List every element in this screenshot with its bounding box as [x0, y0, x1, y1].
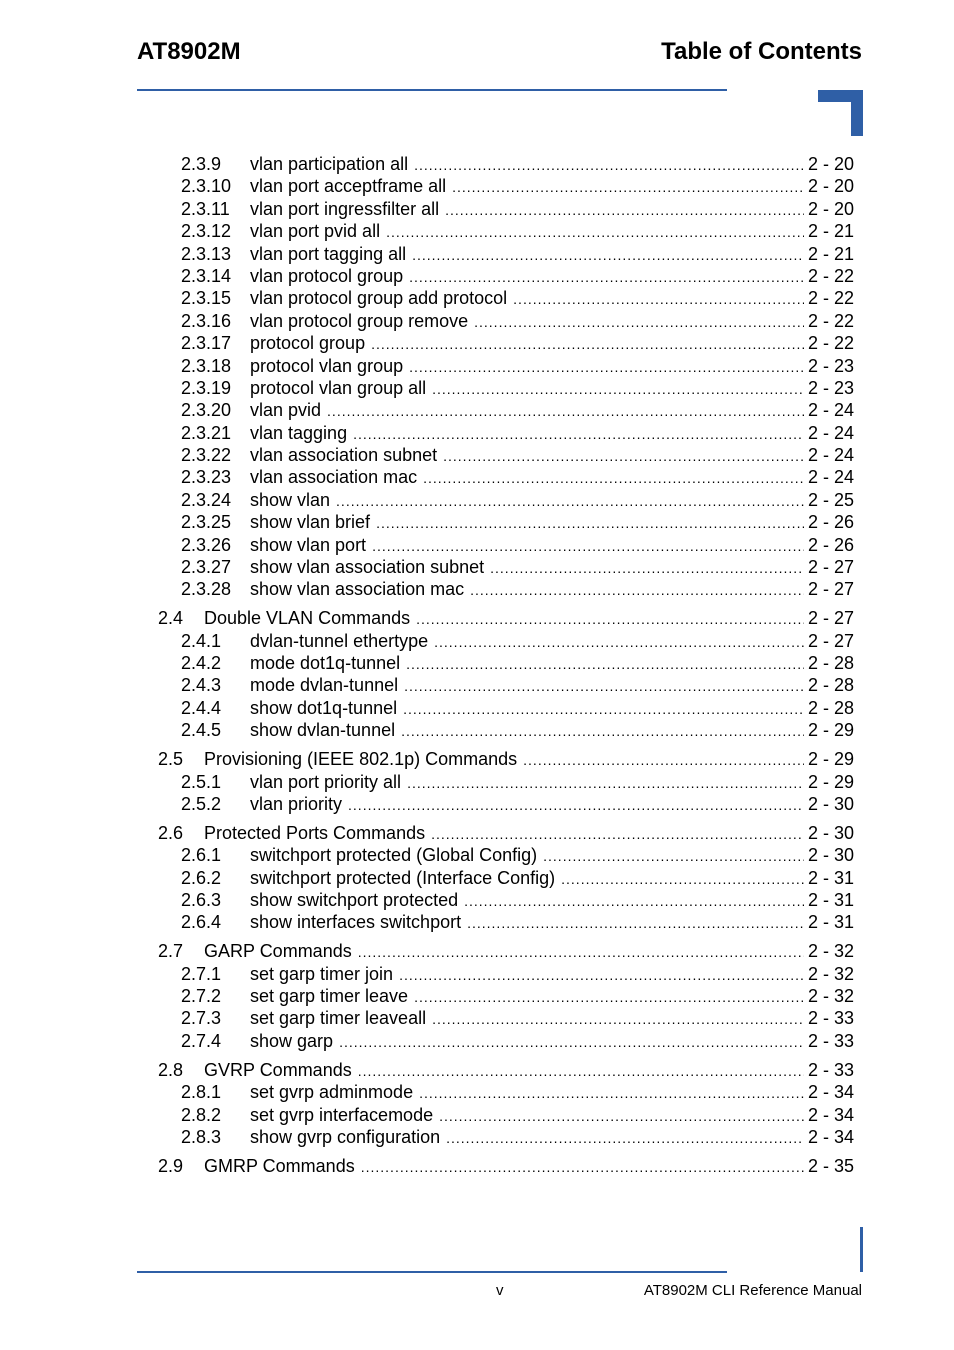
- toc-entry-number: 2.3.28: [181, 579, 232, 600]
- toc-entry[interactable]: [0, 867, 954, 889]
- toc-entry-body: [250, 867, 854, 890]
- dot-leader: [490, 557, 804, 579]
- toc-entry-body: [250, 153, 854, 176]
- toc-entry[interactable]: [0, 748, 954, 770]
- toc-entry-title: show vlan brief: [250, 511, 376, 533]
- toc-entry[interactable]: [0, 940, 954, 962]
- toc-entry-body: [250, 556, 854, 579]
- dot-leader: [423, 467, 804, 489]
- toc-entry-number: 2.7.4: [181, 1030, 222, 1051]
- toc-entry-body: [204, 607, 854, 630]
- toc-entry[interactable]: [0, 985, 954, 1007]
- toc-entry-title: vlan port pvid all: [250, 220, 386, 242]
- toc-entry-title: vlan priority: [250, 793, 348, 815]
- toc-entry-number: 2.6.2: [181, 867, 222, 888]
- toc-entry-body: [250, 489, 854, 512]
- toc-entry-number: 2.4: [158, 608, 184, 629]
- toc-entry-page: 2 - 21: [804, 220, 854, 242]
- toc-entry-number: 2.3.13: [181, 243, 232, 264]
- toc-entry-page: 2 - 27: [804, 556, 854, 578]
- toc-entry[interactable]: [0, 844, 954, 866]
- toc-entry-title: vlan protocol group: [250, 265, 409, 287]
- toc-entry[interactable]: [0, 198, 954, 220]
- toc-entry-page: 2 - 30: [804, 844, 854, 866]
- toc-entry-page: 2 - 24: [804, 422, 854, 444]
- toc-entry-body: [250, 889, 854, 912]
- toc-entry-page: 2 - 29: [804, 771, 854, 793]
- toc-entry[interactable]: [0, 556, 954, 578]
- toc-entry-body: [204, 940, 854, 963]
- toc-entry-title: vlan protocol group remove: [250, 310, 474, 332]
- toc-entry-page: 2 - 33: [804, 1030, 854, 1052]
- toc-entry[interactable]: [0, 1126, 954, 1148]
- toc-entry-title: vlan tagging: [250, 422, 353, 444]
- dot-leader: [386, 221, 804, 243]
- toc-entry-page: 2 - 31: [804, 867, 854, 889]
- toc-entry-title: Protected Ports Commands: [204, 822, 431, 844]
- dot-leader: [412, 244, 804, 266]
- toc-entry-page: 2 - 35: [804, 1155, 854, 1177]
- dot-leader: [403, 698, 804, 720]
- toc-entry[interactable]: [0, 697, 954, 719]
- toc-entry-body: [250, 719, 854, 742]
- toc-entry-page: 2 - 24: [804, 444, 854, 466]
- toc-entry[interactable]: [0, 1059, 954, 1081]
- toc-entry-title: protocol vlan group: [250, 355, 409, 377]
- toc-entry-number: 2.6: [158, 822, 184, 843]
- document-title: AT8902M: [137, 38, 241, 65]
- toc-entry-page: 2 - 30: [804, 793, 854, 815]
- header-rule: [137, 89, 727, 91]
- toc-entry-body: [250, 793, 854, 816]
- toc-entry-body: [250, 911, 854, 934]
- toc-entry-body: [250, 466, 854, 489]
- toc-entry[interactable]: [0, 444, 954, 466]
- toc-entry-body: [250, 578, 854, 601]
- dot-leader: [407, 772, 804, 794]
- dot-leader: [439, 1105, 804, 1127]
- toc-entry-body: [250, 963, 854, 986]
- toc-entry-body: [250, 332, 854, 355]
- toc-entry-number: 2.8.1: [181, 1082, 222, 1103]
- toc-entry-body: [250, 652, 854, 675]
- toc-entry-page: 2 - 20: [804, 153, 854, 175]
- toc-entry-body: [250, 511, 854, 534]
- dot-leader: [452, 176, 804, 198]
- toc-entry-number: 2.3.20: [181, 400, 232, 421]
- toc-entry[interactable]: [0, 889, 954, 911]
- toc-entry-page: 2 - 29: [804, 748, 854, 770]
- toc-entry-body: [204, 1059, 854, 1082]
- toc-entry-body: [250, 844, 854, 867]
- toc-entry-title: set garp timer join: [250, 963, 399, 985]
- toc-entry-body: [250, 399, 854, 422]
- toc-entry-number: 2.7.2: [181, 986, 222, 1007]
- toc-entry-title: switchport protected (Global Config): [250, 844, 543, 866]
- toc-entry-number: 2.3.24: [181, 489, 232, 510]
- toc-entry-body: [250, 534, 854, 557]
- toc-entry[interactable]: [0, 287, 954, 309]
- toc-entry-title: vlan port ingressfilter all: [250, 198, 445, 220]
- toc-entry-number: 2.3.9: [181, 154, 222, 174]
- toc-entry-number: 2.6.4: [181, 912, 222, 933]
- dot-leader: [372, 535, 804, 557]
- dot-leader: [431, 823, 804, 845]
- dot-leader: [376, 512, 804, 534]
- toc-entry-body: [250, 243, 854, 266]
- toc-entry-page: 2 - 32: [804, 985, 854, 1007]
- toc-entry[interactable]: [0, 377, 954, 399]
- toc-entry-page: 2 - 22: [804, 332, 854, 354]
- toc-entry-title: show dot1q-tunnel: [250, 697, 403, 719]
- toc-entry-page: 2 - 20: [804, 198, 854, 220]
- toc-entry-number: 2.4.2: [181, 653, 222, 674]
- toc-entry-page: 2 - 25: [804, 489, 854, 511]
- toc-entry-page: 2 - 31: [804, 911, 854, 933]
- toc-entry-title: show gvrp configuration: [250, 1126, 446, 1148]
- toc-entry-title: set gvrp adminmode: [250, 1081, 419, 1103]
- dot-leader: [409, 356, 804, 378]
- toc-entry-body: [250, 198, 854, 221]
- toc-entry[interactable]: [0, 674, 954, 696]
- toc-entry[interactable]: [0, 911, 954, 933]
- toc-entry-number: 2.4.5: [181, 720, 222, 741]
- toc-entry-title: show vlan port: [250, 534, 372, 556]
- table-of-contents: [0, 153, 954, 1177]
- toc-entry-body: [204, 822, 854, 845]
- toc-entry[interactable]: [0, 1104, 954, 1126]
- toc-entry[interactable]: [0, 220, 954, 242]
- toc-entry[interactable]: [0, 153, 954, 175]
- toc-entry-body: [250, 1126, 854, 1149]
- toc-entry[interactable]: [0, 822, 954, 844]
- manual-title: AT8902M CLI Reference Manual: [643, 1282, 862, 1299]
- toc-entry-body: [250, 287, 854, 310]
- toc-entry[interactable]: [0, 399, 954, 421]
- toc-entry[interactable]: [0, 652, 954, 674]
- toc-entry-page: 2 - 32: [804, 940, 854, 962]
- toc-entry-body: [250, 674, 854, 697]
- toc-entry[interactable]: [0, 1007, 954, 1029]
- toc-entry[interactable]: [0, 243, 954, 265]
- toc-entry-number: 2.3.23: [181, 467, 232, 488]
- dot-leader: [371, 333, 804, 355]
- toc-entry-number: 2.5.2: [181, 793, 222, 814]
- toc-entry-page: 2 - 24: [804, 399, 854, 421]
- toc-entry-number: 2.7.1: [181, 963, 222, 984]
- toc-entry-number: 2.3.21: [181, 422, 232, 443]
- toc-entry-number: 2.7: [158, 941, 184, 962]
- dot-leader: [445, 199, 804, 221]
- dot-leader: [361, 1156, 804, 1178]
- toc-entry-title: GVRP Commands: [204, 1059, 358, 1081]
- toc-entry-page: 2 - 20: [804, 175, 854, 197]
- toc-entry[interactable]: [0, 793, 954, 815]
- toc-entry-title: show garp: [250, 1030, 339, 1052]
- toc-entry-page: 2 - 27: [804, 607, 854, 629]
- toc-entry-body: [250, 444, 854, 467]
- toc-entry-body: [250, 1030, 854, 1053]
- toc-entry[interactable]: [0, 1155, 954, 1177]
- dot-leader: [464, 890, 804, 912]
- toc-entry-body: [204, 1155, 854, 1178]
- toc-entry-body: [250, 697, 854, 720]
- toc-entry[interactable]: [0, 534, 954, 556]
- toc-entry-page: 2 - 28: [804, 652, 854, 674]
- corner-mark-top-vertical: [851, 90, 863, 136]
- dot-leader: [434, 631, 804, 653]
- toc-entry-body: [250, 1104, 854, 1127]
- toc-entry-title: set gvrp interfacemode: [250, 1104, 439, 1126]
- toc-entry-number: 2.4.3: [181, 675, 222, 696]
- toc-entry-number: 2.5: [158, 749, 184, 770]
- dot-leader: [414, 986, 804, 1008]
- toc-entry-title: GARP Commands: [204, 940, 358, 962]
- toc-entry-page: 2 - 27: [804, 630, 854, 652]
- toc-entry[interactable]: [0, 1081, 954, 1103]
- toc-entry-title: set garp timer leaveall: [250, 1007, 432, 1029]
- toc-entry-number: 2.3.26: [181, 534, 232, 555]
- dot-leader: [513, 288, 804, 310]
- toc-entry-title: protocol vlan group all: [250, 377, 432, 399]
- toc-entry-title: Double VLAN Commands: [204, 607, 416, 629]
- toc-entry-body: [250, 175, 854, 198]
- toc-entry-number: 2.3.10: [181, 176, 232, 197]
- toc-entry-body: [204, 748, 854, 771]
- dot-leader: [348, 794, 804, 816]
- toc-entry-number: 2.4.1: [181, 630, 222, 651]
- toc-entry-number: 2.7.3: [181, 1008, 222, 1029]
- dot-leader: [406, 653, 804, 675]
- dot-leader: [399, 964, 804, 986]
- toc-entry-page: 2 - 26: [804, 511, 854, 533]
- dot-leader: [336, 490, 804, 512]
- toc-entry-number: 2.3.25: [181, 512, 232, 533]
- toc-entry-body: [250, 355, 854, 378]
- toc-entry-body: [250, 1081, 854, 1104]
- dot-leader: [339, 1031, 804, 1053]
- dot-leader: [523, 749, 804, 771]
- section-title: Table of Contents: [661, 38, 862, 65]
- footer-rule: [137, 1271, 727, 1273]
- toc-entry[interactable]: [0, 963, 954, 985]
- toc-entry-title: vlan port tagging all: [250, 243, 412, 265]
- dot-leader: [543, 845, 804, 867]
- dot-leader: [358, 1060, 804, 1082]
- toc-entry-title: GMRP Commands: [204, 1155, 361, 1177]
- toc-entry-title: protocol group: [250, 332, 371, 354]
- toc-entry-number: 2.6.3: [181, 890, 222, 910]
- toc-entry-title: switchport protected (Interface Config): [250, 867, 561, 889]
- toc-entry-number: 2.8: [158, 1059, 184, 1080]
- dot-leader: [358, 941, 804, 963]
- toc-entry-number: 2.3.18: [181, 355, 232, 376]
- page-number: v: [496, 1282, 504, 1299]
- dot-leader: [409, 266, 804, 288]
- dot-leader: [401, 720, 804, 742]
- dot-leader: [353, 423, 804, 445]
- toc-entry-title: show vlan: [250, 489, 336, 511]
- toc-entry[interactable]: [0, 607, 954, 629]
- toc-entry[interactable]: [0, 332, 954, 354]
- toc-entry-body: [250, 377, 854, 400]
- toc-entry-body: [250, 985, 854, 1008]
- toc-entry-body: [250, 265, 854, 288]
- toc-entry-page: 2 - 27: [804, 578, 854, 600]
- toc-entry-title: vlan port priority all: [250, 771, 407, 793]
- toc-entry-number: 2.3.12: [181, 221, 232, 242]
- dot-leader: [446, 1127, 804, 1149]
- toc-entry-title: vlan association subnet: [250, 444, 443, 466]
- toc-entry-body: [250, 771, 854, 794]
- toc-entry-page: 2 - 32: [804, 963, 854, 985]
- toc-entry-number: 2.3.15: [181, 288, 232, 309]
- dot-leader: [416, 608, 804, 630]
- toc-entry-page: 2 - 21: [804, 243, 854, 265]
- toc-entry-page: 2 - 22: [804, 287, 854, 309]
- toc-entry-page: 2 - 26: [804, 534, 854, 556]
- toc-entry-number: 2.6.1: [181, 845, 222, 866]
- dot-leader: [561, 868, 804, 890]
- toc-entry-number: 2.3.14: [181, 265, 232, 286]
- dot-leader: [414, 154, 804, 176]
- corner-mark-bottom: [860, 1227, 863, 1272]
- toc-entry[interactable]: [0, 630, 954, 652]
- toc-entry-title: show dvlan-tunnel: [250, 719, 401, 741]
- toc-entry-title: vlan port acceptframe all: [250, 175, 452, 197]
- toc-entry-title: vlan protocol group add protocol: [250, 287, 513, 309]
- dot-leader: [404, 675, 804, 697]
- toc-entry[interactable]: [0, 355, 954, 377]
- toc-entry-page: 2 - 31: [804, 889, 854, 911]
- toc-entry-number: 2.3.27: [181, 557, 232, 578]
- toc-entry-title: set garp timer leave: [250, 985, 414, 1007]
- toc-entry-body: [250, 630, 854, 653]
- dot-leader: [474, 311, 804, 333]
- toc-entry-title: show interfaces switchport: [250, 911, 467, 933]
- toc-entry-page: 2 - 34: [804, 1104, 854, 1126]
- dot-leader: [443, 445, 804, 467]
- toc-entry[interactable]: [0, 422, 954, 444]
- toc-entry-page: 2 - 23: [804, 377, 854, 399]
- toc-entry-title: show vlan association mac: [250, 578, 470, 600]
- toc-entry-page: 2 - 22: [804, 310, 854, 332]
- toc-entry-title: vlan participation all: [250, 153, 414, 175]
- toc-entry-number: 2.9: [158, 1155, 184, 1176]
- toc-entry-title: show vlan association subnet: [250, 556, 490, 578]
- toc-entry-body: [250, 1007, 854, 1030]
- toc-entry-page: 2 - 30: [804, 822, 854, 844]
- toc-entry[interactable]: [0, 1030, 954, 1052]
- toc-entry-number: 2.3.16: [181, 310, 232, 331]
- toc-entry-title: Provisioning (IEEE 802.1p) Commands: [204, 748, 523, 770]
- toc-entry[interactable]: [0, 578, 954, 600]
- toc-entry-page: 2 - 28: [804, 697, 854, 719]
- toc-entry-page: 2 - 34: [804, 1126, 854, 1148]
- toc-entry[interactable]: [0, 466, 954, 488]
- toc-entry-title: dvlan-tunnel ethertype: [250, 630, 434, 652]
- toc-entry-body: [250, 310, 854, 333]
- toc-entry-body: [250, 422, 854, 445]
- toc-entry-page: 2 - 34: [804, 1081, 854, 1103]
- toc-entry-number: 2.8.2: [181, 1104, 222, 1125]
- toc-entry-page: 2 - 33: [804, 1059, 854, 1081]
- toc-entry[interactable]: [0, 771, 954, 793]
- toc-entry-number: 2.5.1: [181, 771, 222, 792]
- toc-entry[interactable]: [0, 719, 954, 741]
- toc-entry-number: 2.3.22: [181, 445, 232, 466]
- toc-entry[interactable]: [0, 310, 954, 332]
- toc-entry-page: 2 - 28: [804, 674, 854, 696]
- toc-entry[interactable]: [0, 175, 954, 197]
- toc-entry-title: mode dvlan-tunnel: [250, 674, 404, 696]
- toc-entry-page: 2 - 33: [804, 1007, 854, 1029]
- dot-leader: [432, 1008, 804, 1030]
- toc-entry-title: show switchport protected: [250, 889, 464, 911]
- toc-entry-number: 2.4.4: [181, 697, 222, 718]
- toc-entry-page: 2 - 29: [804, 719, 854, 741]
- toc-entry-page: 2 - 24: [804, 466, 854, 488]
- toc-entry-body: [250, 220, 854, 243]
- toc-entry-title: mode dot1q-tunnel: [250, 652, 406, 674]
- dot-leader: [327, 400, 804, 422]
- toc-entry-number: 2.3.19: [181, 377, 232, 398]
- dot-leader: [432, 378, 804, 400]
- dot-leader: [467, 912, 804, 934]
- toc-entry-title: vlan association mac: [250, 466, 423, 488]
- toc-entry-page: 2 - 22: [804, 265, 854, 287]
- toc-entry-number: 2.3.17: [181, 333, 232, 354]
- toc-entry-number: 2.3.11: [181, 198, 230, 219]
- toc-entry-page: 2 - 23: [804, 355, 854, 377]
- toc-entry-title: vlan pvid: [250, 399, 327, 421]
- toc-entry-number: 2.8.3: [181, 1126, 222, 1147]
- dot-leader: [419, 1082, 804, 1104]
- dot-leader: [470, 579, 804, 601]
- toc-entry[interactable]: [0, 489, 954, 511]
- toc-entry[interactable]: [0, 265, 954, 287]
- toc-entry[interactable]: [0, 511, 954, 533]
